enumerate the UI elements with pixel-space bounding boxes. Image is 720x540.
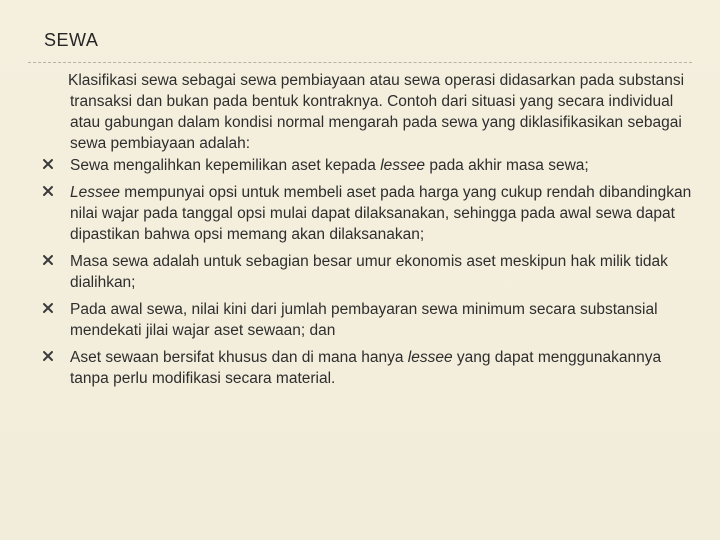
item-text: mempunyai opsi untuk membeli aset pada harga yang cukup rendah dibandingkan nilai wajar pada tanggal opsi mulai dapat dilaksanakan, sehingga pada awal sewa dapat dipastikan bahwa opsi memang akan dilaksanakan; xyxy=(70,184,692,243)
title-divider xyxy=(28,62,692,63)
list-item xyxy=(40,347,695,389)
x-mark-icon xyxy=(42,254,54,266)
item-text: Masa sewa adalah untuk sebagian besar umur ekonomis aset meskipun hak milik tidak dialihkan; xyxy=(70,253,668,291)
intro-paragraph: Klasifikasi sewa sebagai sewa pembiayaan atau sewa operasi didasarkan pada substansi transaksi dan bukan pada bentuk kontraknya. Contoh dari situasi yang secara individual atau gabungan dalam kondisi normal mengarah pada sewa yang diklasifikasikan sebagai sewa pembiayaan adalah: xyxy=(68,72,685,152)
item-emphasis: lessee xyxy=(380,157,426,174)
item-emphasis: lessee xyxy=(407,349,453,366)
x-mark-icon xyxy=(42,158,54,170)
x-mark-icon xyxy=(42,350,54,362)
item-emphasis: Lessee xyxy=(70,184,120,201)
slide-title: SEWA xyxy=(44,30,99,50)
list-item xyxy=(40,299,695,341)
x-mark-icon xyxy=(42,185,54,197)
list-item xyxy=(40,251,695,293)
item-text: pada akhir masa sewa; xyxy=(425,157,589,174)
item-text: yang dapat menggunakannya tanpa perlu modifikasi secara material. xyxy=(70,349,662,387)
list-item xyxy=(40,155,695,176)
x-mark-icon xyxy=(42,302,54,314)
item-text: Sewa mengalihkan kepemilikan aset kepada xyxy=(70,157,381,174)
list-item xyxy=(40,182,695,245)
item-text: Pada awal sewa, nilai kini dari jumlah pembayaran sewa minimum secara substansial mendekati jilai wajar aset sewaan; dan xyxy=(70,301,658,339)
slide-body xyxy=(40,70,695,389)
item-text: Aset sewaan bersifat khusus dan di mana hanya xyxy=(70,349,408,366)
